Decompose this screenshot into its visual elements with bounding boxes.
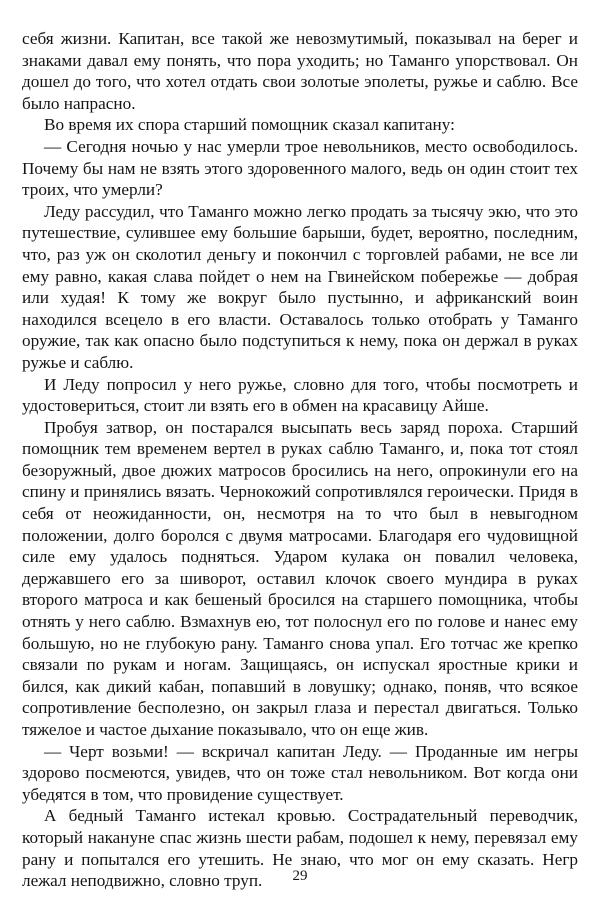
paragraph-3: — Сегодня ночью у нас умерли трое невольников, место освободилось. Почему бы нам не взять этого здоровенного малого, ведь он один стоит тех троих, что умерли? bbox=[22, 136, 578, 200]
paragraph-8: А бедный Таманго истекал кровью. Сострадательный переводчик, который накануне спас жизнь шести рабам, подошел к нему, перевязал ему рану и попытался его утешить. Не знаю, что мог он ему сказать. Негр лежал неподвижно, словно труп. bbox=[22, 806, 578, 891]
book-page-text bbox=[22, 28, 578, 892]
paragraph-6: Пробуя затвор, он постарался высыпать весь заряд пороха. Старший помощник тем временем вертел в руках саблю Таманго, и, пока тот стоял безоружный, двое дюжих матросов бросились на него, опрокинули его на спину и принялись вязать. Чернокожий сопротивлялся героически. Придя в себя от неожиданности, он, несмотря на то что был в невыгодном положении, долго боролся с двумя матросами. Благодаря его чудовищной силе ему удалось подняться. Ударом кулака он повалил человека, державшего его за шиворот, оставил клочок своего мундира в руках второго матроса и как бешеный бросился на старшего помощника, чтобы отнять у него саблю. Взмахнув ею, тот полоснул его по голове и нанес ему большую, но не глубокую рану. Таманго снова упал. Его тотчас же крепко связали по рукам и ногам. Защищаясь, он испускал яростные крики и бился, как дикий кабан, попавший в ловушку; однако, поняв, что всякое сопротивление бесполезно, он закрыл глаза и перестал двигаться. Только тяжелое и частое дыхание показывало, что он еще жив. bbox=[22, 417, 578, 739]
page-number: 29 bbox=[292, 868, 308, 884]
paragraph-4: Леду рассудил, что Таманго можно легко продать за тысячу экю, что это путешествие, сулившее ему большие барыши, будет, вероятно, последним, что, раз уж он сколотил деньгу и покончил с торговлей рабами, не все ли ему равно, какая слава пойдет о нем на Гвинейском побережье — добрая или худая! К тому же вокруг было пустынно, и африканский воин находился всецело в его власти. Оставалось только отобрать у Таманго оружие, так как опасно было подступиться к нему, пока он держал в руках ружье и саблю. bbox=[22, 201, 578, 372]
paragraph-1: себя жизни. Капитан, все такой же невозмутимый, показывал на берег и знаками давал ему понять, что пора уходить; но Таманго упорствовал. Он дошел до того, что хотел отдать свои золотые эполеты, ружье и саблю. Все было напрасно. bbox=[22, 29, 578, 113]
paragraph-5: И Леду попросил у него ружье, словно для того, чтобы посмотреть и удостовериться, стоит ли взять его в обмен на красавицу Айше. bbox=[22, 374, 578, 416]
paragraph-7: — Черт возьми! — вскричал капитан Леду. — Проданные им негры здорово посмеются, увидев, что он тоже стал невольником. Вот когда они убедятся в том, что провидение существует. bbox=[22, 741, 578, 804]
paragraph-2: Во время их спора старший помощник сказал капитану: bbox=[44, 115, 455, 135]
